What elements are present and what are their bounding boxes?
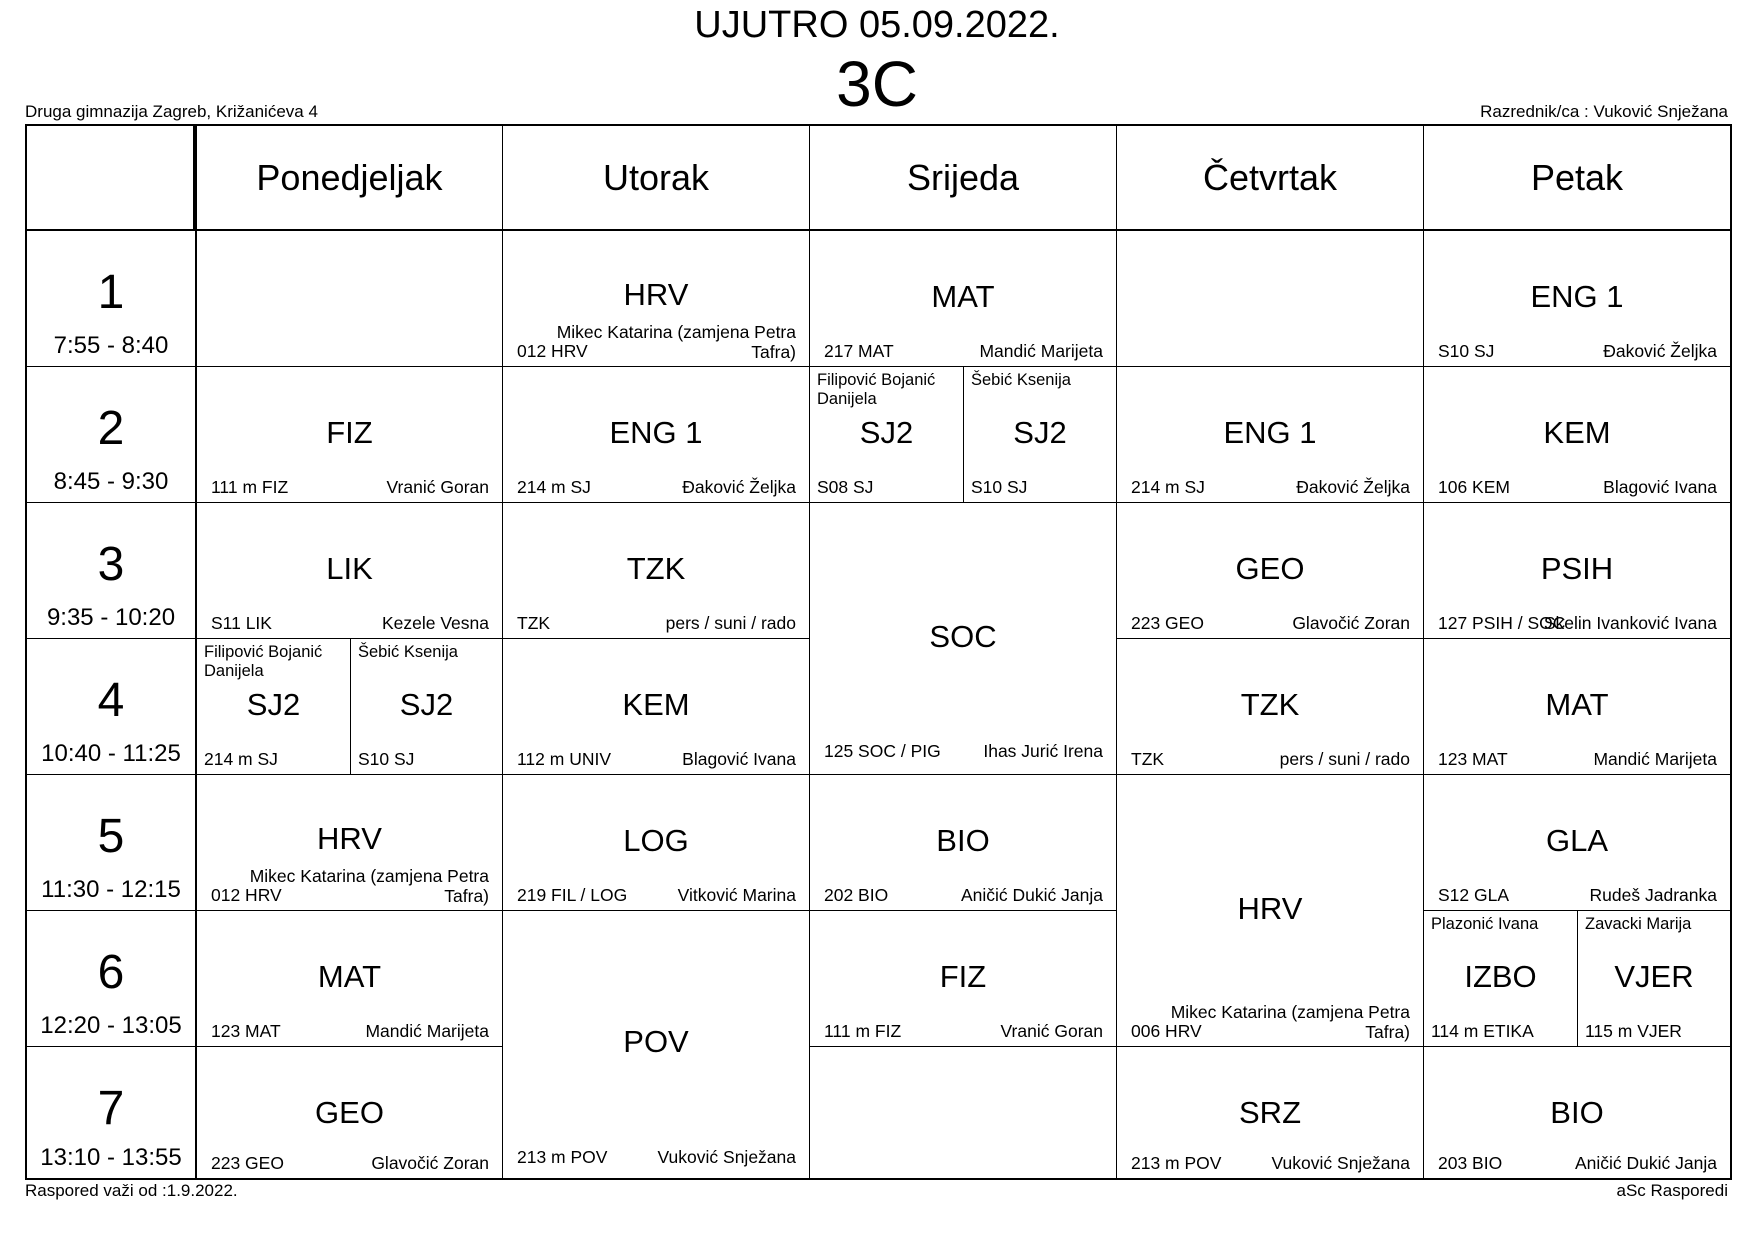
lesson-teacher: Mandić Marijeta <box>365 1021 489 1041</box>
lesson-cell <box>809 230 1117 367</box>
lesson-teacher: Vitković Marina <box>677 885 796 905</box>
lesson-cell <box>1423 502 1732 639</box>
lesson-subject: GLA <box>1545 823 1609 858</box>
lesson-teacher: Blagović Ivana <box>1603 477 1717 497</box>
lesson-cell <box>1423 638 1732 775</box>
lesson-teacher: Ihas Jurić Irena <box>983 741 1103 761</box>
lesson-teacher: Vranić Goran <box>1000 1021 1103 1041</box>
lesson-teacher: Mikec Katarina (zamjena Petra Tafra) <box>556 322 796 362</box>
lesson-cell <box>502 502 810 639</box>
lesson-cell <box>1116 638 1424 775</box>
period-1 <box>25 230 197 367</box>
lesson-teacher: Plazonić Ivana <box>1431 915 1539 933</box>
lesson-subject: TZK <box>1240 687 1300 722</box>
lesson-cell-double <box>1116 774 1424 1047</box>
period-number: 4 <box>97 674 125 727</box>
lesson-teacher: Rudeš Jadranka <box>1589 885 1717 905</box>
lesson-room: 006 HRV <box>1131 1021 1202 1041</box>
lesson-subject: SOC <box>929 619 997 654</box>
lesson-room: 123 MAT <box>1438 749 1508 769</box>
corner-cell <box>25 124 195 231</box>
lesson-subject: KEM <box>1543 415 1611 450</box>
lesson-room: 111 m FIZ <box>211 477 289 497</box>
lesson-cell <box>196 774 503 911</box>
lesson-cell <box>1116 1046 1424 1180</box>
lesson-cell-split <box>809 366 964 503</box>
lesson-cell <box>502 230 810 367</box>
lesson-room: S10 SJ <box>971 477 1028 497</box>
lesson-subject: HRV <box>623 277 689 312</box>
lesson-subject: SRZ <box>1239 1095 1301 1130</box>
lesson-room: 213 m POV <box>517 1147 608 1167</box>
lesson-subject: POV <box>623 1024 689 1059</box>
period-time: 9:35 - 10:20 <box>46 604 176 631</box>
period-2 <box>25 366 197 503</box>
lesson-room: 223 GEO <box>211 1153 284 1173</box>
lesson-subject: VJER <box>1614 959 1694 994</box>
lesson-room: 115 m VJER <box>1585 1021 1682 1041</box>
lesson-empty <box>809 1046 1117 1180</box>
lesson-subject: MAT <box>1545 687 1609 722</box>
lesson-subject: BIO <box>936 823 990 858</box>
lesson-subject: ENG 1 <box>609 415 703 450</box>
lesson-teacher: Mikec Katarina (zamjena Petra Tafra) <box>249 866 489 906</box>
lesson-teacher: Mandić Marijeta <box>979 341 1103 361</box>
lesson-cell <box>1423 774 1732 911</box>
period-time: 13:10 - 13:55 <box>40 1144 182 1171</box>
lesson-subject: TZK <box>626 551 686 586</box>
lesson-subject: SJ2 <box>399 687 454 722</box>
lesson-room: 125 SOC / PIG <box>824 741 941 761</box>
lesson-teacher: Vuković Snježana <box>1271 1153 1410 1173</box>
lesson-room: 112 m UNIV <box>517 749 612 769</box>
lesson-cell-split <box>1577 910 1732 1047</box>
lesson-teacher: pers / suni / rado <box>665 613 796 633</box>
lesson-subject: KEM <box>622 687 690 722</box>
class-name: 3C <box>836 48 918 120</box>
school-name: Druga gimnazija Zagreb, Križanićeva 4 <box>25 102 318 121</box>
lesson-room: S08 SJ <box>817 477 874 497</box>
lesson-cell-double <box>809 502 1117 775</box>
lesson-room: 214 m SJ <box>204 749 278 769</box>
period-3 <box>25 502 197 639</box>
lesson-cell <box>1423 1046 1732 1180</box>
lesson-subject: LIK <box>326 551 373 586</box>
lesson-room: 114 m ETIKA <box>1431 1021 1534 1041</box>
lesson-cell-split <box>350 638 503 775</box>
lesson-teacher: Filipović Bojanić Danijela <box>204 643 323 680</box>
lesson-cell-double <box>502 910 810 1180</box>
lesson-room: TZK <box>1131 749 1165 769</box>
lesson-room: 223 GEO <box>1131 613 1204 633</box>
lesson-room: 214 m SJ <box>1131 477 1205 497</box>
lesson-cell <box>1423 230 1732 367</box>
lesson-teacher: Zavacki Marija <box>1585 915 1692 933</box>
lesson-teacher: Kezele Vesna <box>381 613 489 633</box>
lesson-subject: SJ2 <box>1013 415 1067 450</box>
generator-credit: aSc Rasporedi <box>1616 1181 1728 1200</box>
lesson-teacher: Mandić Marijeta <box>1593 749 1717 769</box>
period-time: 8:45 - 9:30 <box>53 468 169 495</box>
period-4 <box>25 638 197 775</box>
lesson-subject: HRV <box>1237 891 1303 926</box>
lesson-room: 106 KEM <box>1438 477 1510 497</box>
period-time: 7:55 - 8:40 <box>53 332 169 359</box>
period-number: 5 <box>97 810 125 863</box>
lesson-room: 127 PSIH / SOC <box>1438 613 1566 633</box>
period-number: 6 <box>97 946 125 999</box>
lesson-cell <box>196 502 503 639</box>
lesson-teacher: Vranić Goran <box>386 477 489 497</box>
period-6 <box>25 910 197 1047</box>
lesson-room: 217 MAT <box>824 341 894 361</box>
lesson-room: S11 LIK <box>211 613 272 633</box>
lesson-subject: SJ2 <box>859 415 914 450</box>
lesson-room: 111 m FIZ <box>824 1021 902 1041</box>
lesson-subject: SJ2 <box>246 687 301 722</box>
period-time: 10:40 - 11:25 <box>41 740 181 767</box>
lesson-subject: GEO <box>1235 551 1305 586</box>
lesson-room: 123 MAT <box>211 1021 281 1041</box>
lesson-teacher: Aničić Dukić Janja <box>1575 1153 1717 1173</box>
lesson-cell <box>196 366 503 503</box>
period-number: 3 <box>97 538 125 591</box>
lesson-cell <box>809 774 1117 911</box>
day-header-friday: Petak <box>1423 124 1732 231</box>
lesson-teacher: Mikec Katarina (zamjena Petra Tafra) <box>1170 1002 1410 1042</box>
lesson-subject: IZBO <box>1464 959 1537 994</box>
lesson-cell <box>196 910 503 1047</box>
lesson-cell <box>1116 502 1424 639</box>
lesson-room: 202 BIO <box>824 885 889 905</box>
lesson-cell-split <box>196 638 351 775</box>
lesson-subject: ENG 1 <box>1223 415 1317 450</box>
lesson-subject: FIZ <box>326 415 373 450</box>
lesson-room: TZK <box>517 613 551 633</box>
lesson-room: 012 HRV <box>517 341 588 361</box>
lesson-teacher: Đaković Željka <box>1296 477 1410 497</box>
lesson-cell <box>1116 366 1424 503</box>
lesson-cell <box>502 774 810 911</box>
lesson-teacher: Đaković Željka <box>1603 341 1717 361</box>
period-time: 11:30 - 12:15 <box>41 876 181 903</box>
lesson-cell <box>1423 366 1732 503</box>
lesson-empty <box>196 230 503 367</box>
lesson-subject: BIO <box>1550 1095 1604 1130</box>
lesson-teacher: Blagović Ivana <box>682 749 796 769</box>
lesson-teacher: Đaković Željka <box>682 477 796 497</box>
schedule-title: UJUTRO 05.09.2022. <box>694 4 1060 46</box>
lesson-room: 213 m POV <box>1131 1153 1222 1173</box>
lesson-room: S10 SJ <box>358 749 415 769</box>
lesson-subject: MAT <box>317 959 382 994</box>
lesson-cell-split <box>963 366 1117 503</box>
period-number: 7 <box>97 1082 125 1135</box>
lesson-room: 012 HRV <box>211 885 282 905</box>
period-number: 1 <box>97 266 125 319</box>
lesson-teacher: Glavočić Zoran <box>1292 613 1410 633</box>
day-header-tuesday: Utorak <box>502 124 810 231</box>
lesson-cell <box>196 1046 503 1180</box>
lesson-teacher: pers / suni / rado <box>1279 749 1410 769</box>
period-5 <box>25 774 197 911</box>
lesson-room: S12 GLA <box>1438 885 1510 905</box>
lesson-teacher: Aničić Dukić Janja <box>961 885 1103 905</box>
lesson-subject: LOG <box>623 823 689 858</box>
lesson-teacher: Skelin Ivanković Ivana <box>1543 613 1717 633</box>
lesson-teacher: Glavočić Zoran <box>371 1153 489 1173</box>
homeroom-teacher: Razrednik/ca : Vuković Snježana <box>1480 102 1728 121</box>
lesson-cell <box>502 638 810 775</box>
lesson-subject: GEO <box>315 1095 384 1130</box>
lesson-teacher: Vuković Snježana <box>657 1147 796 1167</box>
period-time: 12:20 - 13:05 <box>40 1012 182 1039</box>
lesson-cell-split <box>1423 910 1578 1047</box>
timetable-grid <box>25 124 1732 1180</box>
lesson-subject: PSIH <box>1540 551 1614 586</box>
lesson-subject: HRV <box>317 821 382 856</box>
day-header-monday: Ponedjeljak <box>195 124 503 231</box>
lesson-teacher: Filipović Bojanić Danijela <box>817 371 936 408</box>
lesson-teacher: Šebić Ksenija <box>971 371 1071 389</box>
lesson-subject: MAT <box>931 279 995 314</box>
lesson-room: S10 SJ <box>1438 341 1495 361</box>
day-header-wednesday: Srijeda <box>809 124 1117 231</box>
lesson-teacher: Šebić Ksenija <box>358 643 458 661</box>
valid-from-note: Raspored važi od :1.9.2022. <box>25 1181 238 1200</box>
day-header-thursday: Četvrtak <box>1116 124 1424 231</box>
lesson-cell <box>502 366 810 503</box>
lesson-empty <box>1116 230 1424 367</box>
lesson-room: 203 BIO <box>1438 1153 1503 1173</box>
lesson-subject: FIZ <box>939 959 987 994</box>
lesson-room: 214 m SJ <box>517 477 591 497</box>
period-number: 2 <box>97 402 125 455</box>
lesson-subject: ENG 1 <box>1530 279 1624 314</box>
lesson-room: 219 FIL / LOG <box>517 885 628 905</box>
period-7 <box>25 1046 197 1180</box>
lesson-cell <box>809 910 1117 1047</box>
